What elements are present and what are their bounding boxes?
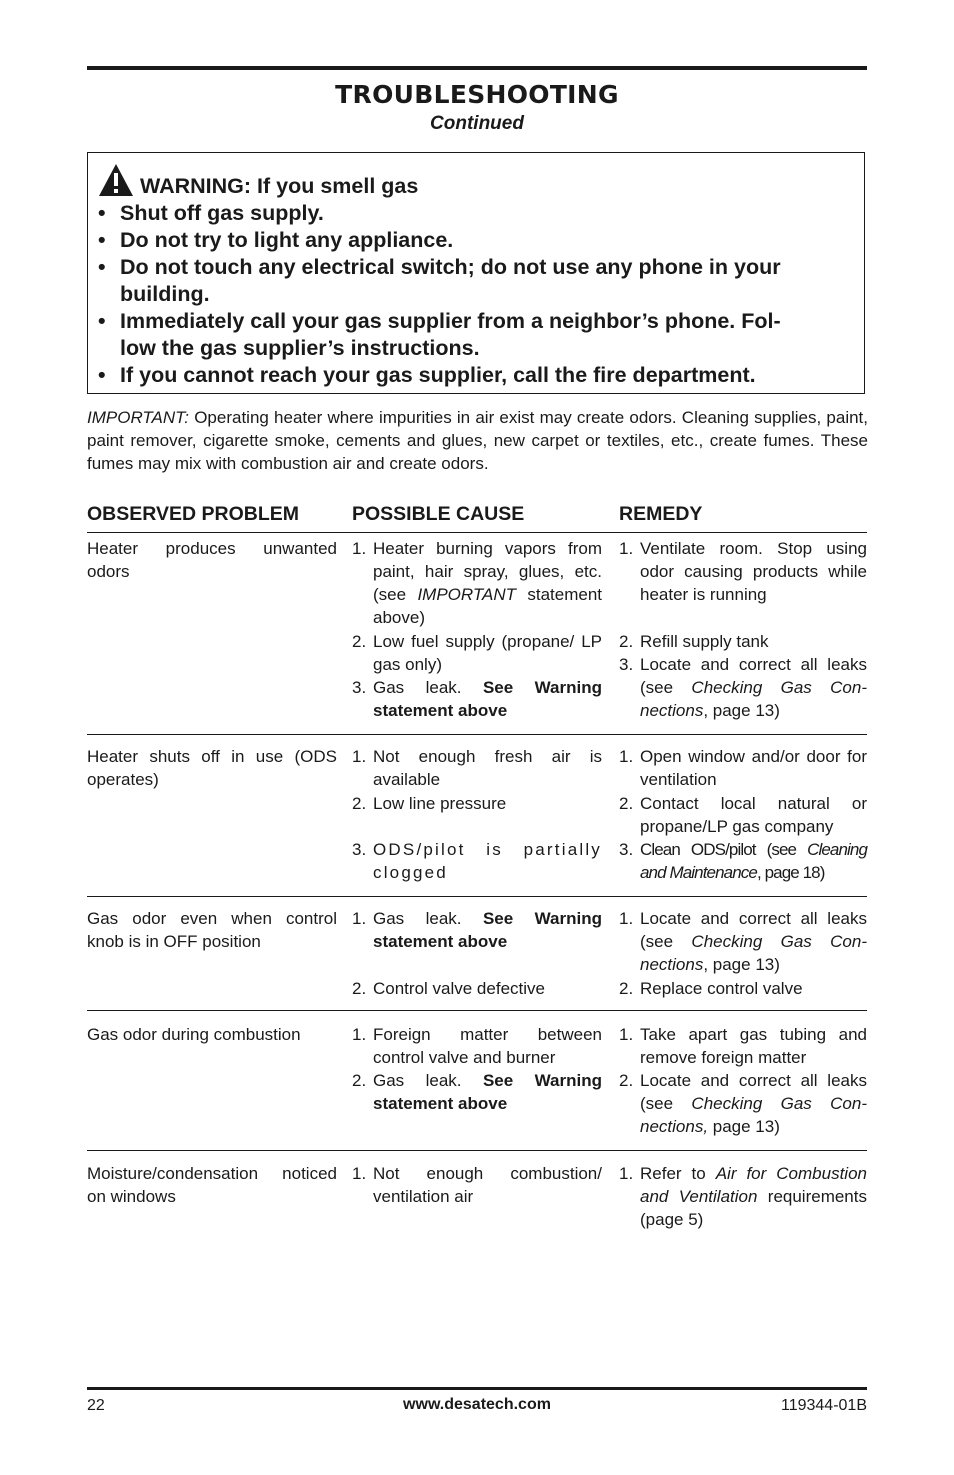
row-rule (87, 1010, 867, 1011)
table-row-problem: Heater shuts off in use (ODS operates) (87, 747, 337, 789)
warning-item: building. (120, 282, 210, 306)
column-header-cause: POSSIBLE CAUSE (352, 503, 525, 525)
warning-heading: WARNING: If you smell gas (140, 174, 419, 198)
warning-item: Do not touch any electrical switch; do not use any phone in your (120, 255, 781, 279)
warning-item: Do not try to light any appliance. (120, 228, 454, 252)
document-number: 119344-01B (781, 1397, 867, 1414)
warning-box (87, 152, 865, 394)
column-header-problem: OBSERVED PROBLEM (87, 503, 300, 525)
table-row-problem: Moisture/condensation noticed on windows (87, 1164, 337, 1206)
bottom-rule (87, 1387, 867, 1390)
bullet: • (98, 255, 106, 279)
header-rule (87, 532, 867, 533)
warning-item: Shut off gas supply. (120, 201, 324, 225)
important-note (87, 406, 868, 475)
table-row-problem: Gas odor even when control knob is in OFF position (87, 909, 337, 951)
warning-item: Immediately call your gas supplier from a neighbor’s phone. Fol- (120, 309, 781, 333)
bullet: • (98, 201, 106, 225)
bullet: • (98, 228, 106, 252)
important-label: IMPORTANT: (87, 408, 189, 427)
important-text: Operating heater where impurities in air exist may create odors. Cleaning supplies, paint, paint remover, cigarette smoke, cements and glues, new carpet or textiles, etc., create fumes. These fumes may mix with combustion air and create odors. (87, 408, 868, 473)
page-title: TROUBLESHOOTING (335, 80, 619, 109)
row-rule (87, 734, 867, 735)
page-subtitle: Continued (430, 113, 524, 134)
row-rule (87, 1150, 867, 1151)
bullet: • (98, 363, 106, 387)
warning-item: If you cannot reach your gas supplier, call the fire department. (120, 363, 756, 387)
column-header-remedy: REMEDY (619, 503, 703, 525)
row-rule (87, 896, 867, 897)
bullet: • (98, 309, 106, 333)
table-row-problem: Gas odor during combustion (87, 1025, 301, 1044)
warning-triangle-icon (98, 163, 134, 197)
page-number: 22 (87, 1397, 105, 1414)
warning-item: low the gas supplier’s instructions. (120, 336, 480, 360)
website-link[interactable]: www.desatech.com (403, 1396, 551, 1413)
top-rule (87, 66, 867, 70)
table-row-problem: Heater produces unwanted odors (87, 539, 337, 581)
